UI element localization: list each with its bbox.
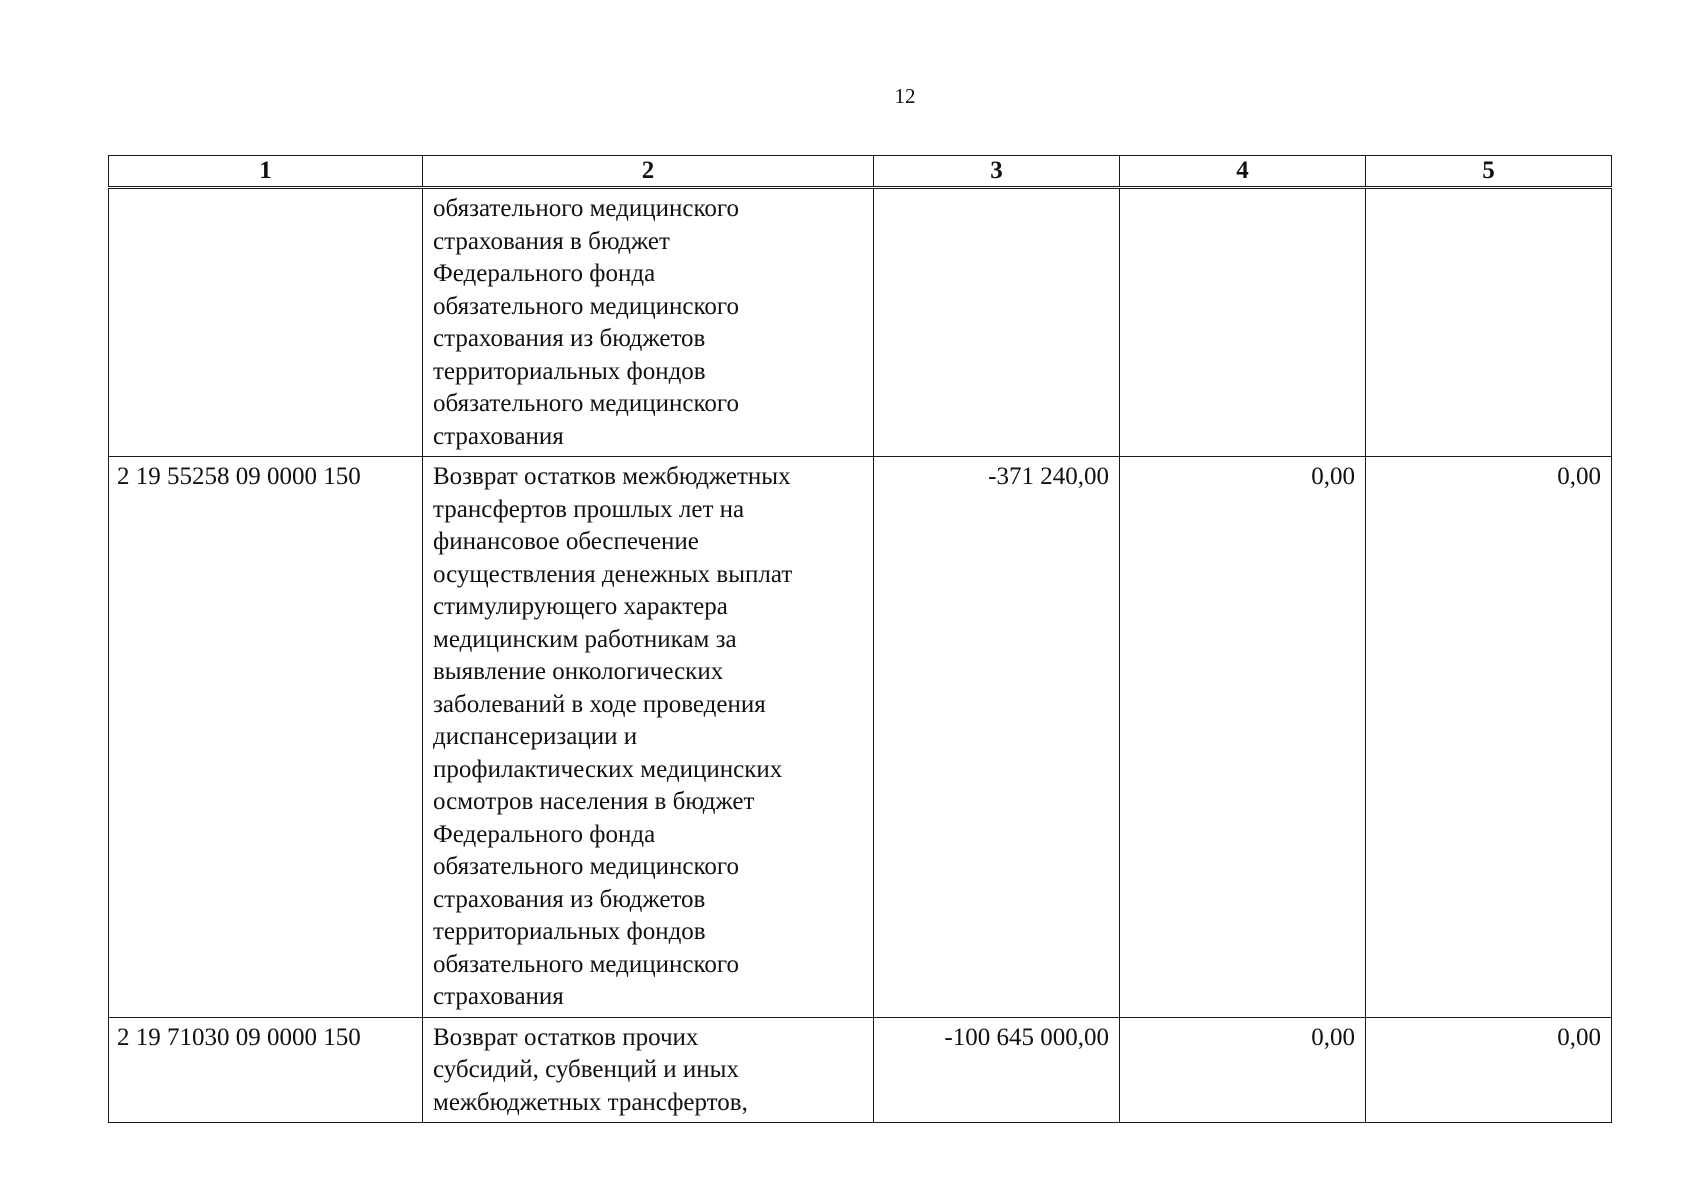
page-number: 12 [894, 84, 916, 108]
amount-col5-cell: 0,00 [1366, 1017, 1612, 1123]
amount-col4-cell: 0,00 [1120, 457, 1366, 1018]
column-header-2: 2 [423, 156, 874, 188]
table-row [109, 1017, 1612, 1123]
amount-col5-cell [1366, 188, 1612, 457]
amount-col5-cell: 0,00 [1366, 457, 1612, 1018]
budget-table [108, 155, 1612, 1123]
table-header [109, 156, 1612, 188]
amount-col3-cell: -371 240,00 [874, 457, 1120, 1018]
budget-code-cell: 2 19 55258 09 0000 150 [109, 457, 423, 1018]
column-header-5: 5 [1366, 156, 1612, 188]
amount-col4-cell: 0,00 [1120, 1017, 1366, 1123]
table-body [109, 188, 1612, 1123]
description-cell: Возврат остатков межбюджетных трансфертов прошлых лет на финансовое обеспечение осуществления денежных выплат стимулирующего характера медицинским работникам за выявление онкологических заболеваний в ходе проведения диспансеризации и профилактических медицинских осмотров населения в бюджет Федерального фонда обязательного медицинского страхования из бюджетов территориальных фондов обязательного медицинского страхования [423, 457, 874, 1018]
table-row [109, 188, 1612, 457]
header-row [109, 156, 1612, 188]
amount-col4-cell [1120, 188, 1366, 457]
column-header-4: 4 [1120, 156, 1366, 188]
column-header-3: 3 [874, 156, 1120, 188]
budget-code-cell [109, 188, 423, 457]
column-header-1: 1 [109, 156, 423, 188]
description-cell: обязательного медицинского страхования в бюджет Федерального фонда обязательного медицинского страхования из бюджетов территориальных фондов обязательного медицинского страхования [423, 188, 874, 457]
table-row [109, 457, 1612, 1018]
amount-col3-cell: -100 645 000,00 [874, 1017, 1120, 1123]
description-cell: Возврат остатков прочих субсидий, субвенций и иных межбюджетных трансфертов, [423, 1017, 874, 1123]
budget-code-cell: 2 19 71030 09 0000 150 [109, 1017, 423, 1123]
amount-col3-cell [874, 188, 1120, 457]
